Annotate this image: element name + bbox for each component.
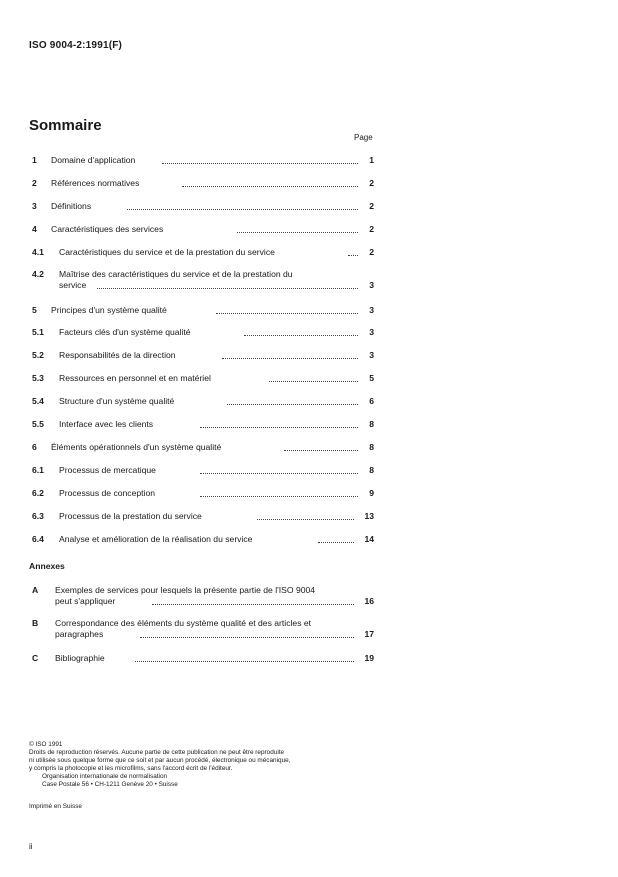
document-reference: ISO 9004-2:1991(F) <box>29 40 123 51</box>
dot-leader <box>269 373 358 382</box>
dot-leader <box>257 511 354 520</box>
toc-entry-number: 4.2 <box>32 269 44 279</box>
annex-entry-text: Bibliographie <box>55 653 105 663</box>
toc-entry-text: Interface avec les clients <box>59 419 154 429</box>
toc-entry-text: Analyse et amélioration de la réalisation du service <box>59 534 253 544</box>
toc-entry-page: 2 <box>369 178 374 188</box>
dot-leader <box>227 396 358 405</box>
toc-entry-text: Ressources en personnel et en matériel <box>59 373 211 383</box>
page-column-label: Page <box>354 133 373 142</box>
annex-entry[interactable] <box>32 618 374 640</box>
toc-entry-number: 3 <box>32 201 37 211</box>
toc-entry-text: Caractéristiques des services <box>51 224 164 234</box>
toc-entry-number: 5.1 <box>32 327 44 337</box>
toc-entry-page: 14 <box>364 534 374 544</box>
toc-entry-text-continued: service <box>59 280 87 290</box>
toc-entry-number: 1 <box>32 155 37 165</box>
toc-entry-text: Processus de la prestation du service <box>59 511 202 521</box>
annex-entry-letter: A <box>32 585 39 595</box>
annex-entry-text-continued: paragraphes <box>55 629 104 639</box>
annex-entry-letter: B <box>32 618 39 628</box>
toc-entry-page: 9 <box>369 488 374 498</box>
publisher-name: Organisation internationale de normalisation <box>42 772 168 780</box>
toc-entry-text: Éléments opérationnels d'un système qualité <box>51 442 222 452</box>
toc-entry-page: 3 <box>369 350 374 360</box>
toc-entry-page: 13 <box>364 511 374 521</box>
copyright-line: ni utilisée sous quelque forme que ce soit et par aucun procédé, électronique ou mécanique, <box>29 756 291 764</box>
dot-leader <box>200 488 358 497</box>
toc-entry-number: 6 <box>32 442 37 452</box>
toc-entry-text: Processus de mercatique <box>59 465 156 475</box>
annex-entry-page: 19 <box>364 653 374 663</box>
toc-entry-text: Principes d'un système qualité <box>51 305 167 315</box>
annex-entry-text: Exemples de services pour lesquels la présente partie de l'ISO 9004 <box>55 585 316 595</box>
toc-entry[interactable] <box>32 269 374 291</box>
toc-entry-page: 3 <box>369 327 374 337</box>
toc-entry-text: Facteurs clés d'un système qualité <box>59 327 191 337</box>
toc-entry-page: 8 <box>369 465 374 475</box>
dot-leader <box>237 224 358 233</box>
annex-entry-page: 17 <box>364 629 374 639</box>
dot-leader <box>348 247 358 256</box>
dot-leader <box>200 419 358 428</box>
toc-entry-text: Responsabilités de la direction <box>59 350 176 360</box>
toc-title: Sommaire <box>29 117 102 134</box>
dot-leader <box>97 280 358 289</box>
toc-entry-number: 4 <box>32 224 37 234</box>
toc-entry-number: 5.4 <box>32 396 44 406</box>
toc-entry-text: Caractéristiques du service et de la prestation du service <box>59 247 275 257</box>
dot-leader <box>152 596 354 605</box>
page-number: ii <box>29 842 33 851</box>
toc-entry-number: 2 <box>32 178 37 188</box>
toc-entry-number: 6.2 <box>32 488 44 498</box>
toc-entry-page: 2 <box>369 201 374 211</box>
dot-leader <box>182 178 358 187</box>
toc-entry-page: 1 <box>369 155 374 165</box>
toc-entry-page: 5 <box>369 373 374 383</box>
toc-entry-number: 5.2 <box>32 350 44 360</box>
printed-in: Imprimé en Suisse <box>29 803 82 810</box>
toc-entry-text: Structure d'un système qualité <box>59 396 175 406</box>
dot-leader <box>162 155 358 164</box>
toc-entry-page: 2 <box>369 224 374 234</box>
dot-leader <box>318 534 354 543</box>
annex-entry[interactable] <box>32 585 374 607</box>
dot-leader <box>216 305 358 314</box>
toc-entry-page: 3 <box>369 280 374 290</box>
publisher-address: Case Postale 56 • CH-1211 Genève 20 • Suisse <box>42 780 178 788</box>
copyright-line: Droits de reproduction réservés. Aucune partie de cette publication ne peut être reproduite <box>29 748 285 756</box>
toc-entry-number: 6.3 <box>32 511 44 521</box>
toc-entry-page: 8 <box>369 419 374 429</box>
toc-entry-page: 3 <box>369 305 374 315</box>
toc-entry-page: 8 <box>369 442 374 452</box>
toc-entry-number: 4.1 <box>32 247 44 257</box>
dot-leader <box>135 653 354 662</box>
dot-leader <box>200 465 358 474</box>
copyright-line: © ISO 1991 <box>29 741 63 748</box>
toc-entry-page: 2 <box>369 247 374 257</box>
dot-leader <box>284 442 358 451</box>
toc-entry-number: 6.4 <box>32 534 44 544</box>
toc-entry-text: Définitions <box>51 201 92 211</box>
dot-leader <box>244 327 358 336</box>
toc-entry-text: Maîtrise des caractéristiques du service et de la prestation du <box>59 269 293 279</box>
annex-entry-page: 16 <box>364 596 374 606</box>
annex-entry-text: Correspondance des éléments du système qualité et des articles et <box>55 618 312 628</box>
toc-entry-number: 5.3 <box>32 373 44 383</box>
toc-entry-number: 6.1 <box>32 465 44 475</box>
dot-leader <box>140 629 354 638</box>
copyright-line: y compris la photocopie et les microfilms, sans l'accord écrit de l'éditeur. <box>29 764 233 772</box>
dot-leader <box>222 350 358 359</box>
toc-entry-number: 5 <box>32 305 37 315</box>
annex-entry-text-continued: peut s'appliquer <box>55 596 116 606</box>
toc-entry-text: Domaine d'application <box>51 155 136 165</box>
toc-entry-text: Références normatives <box>51 178 140 188</box>
annex-entry-letter: C <box>32 653 39 663</box>
annexes-heading: Annexes <box>29 561 65 571</box>
copyright-notice <box>29 741 379 788</box>
toc-entry-page: 6 <box>369 396 374 406</box>
toc-entry-number: 5.5 <box>32 419 44 429</box>
toc-entry-text: Processus de conception <box>59 488 156 498</box>
dot-leader <box>127 201 358 210</box>
